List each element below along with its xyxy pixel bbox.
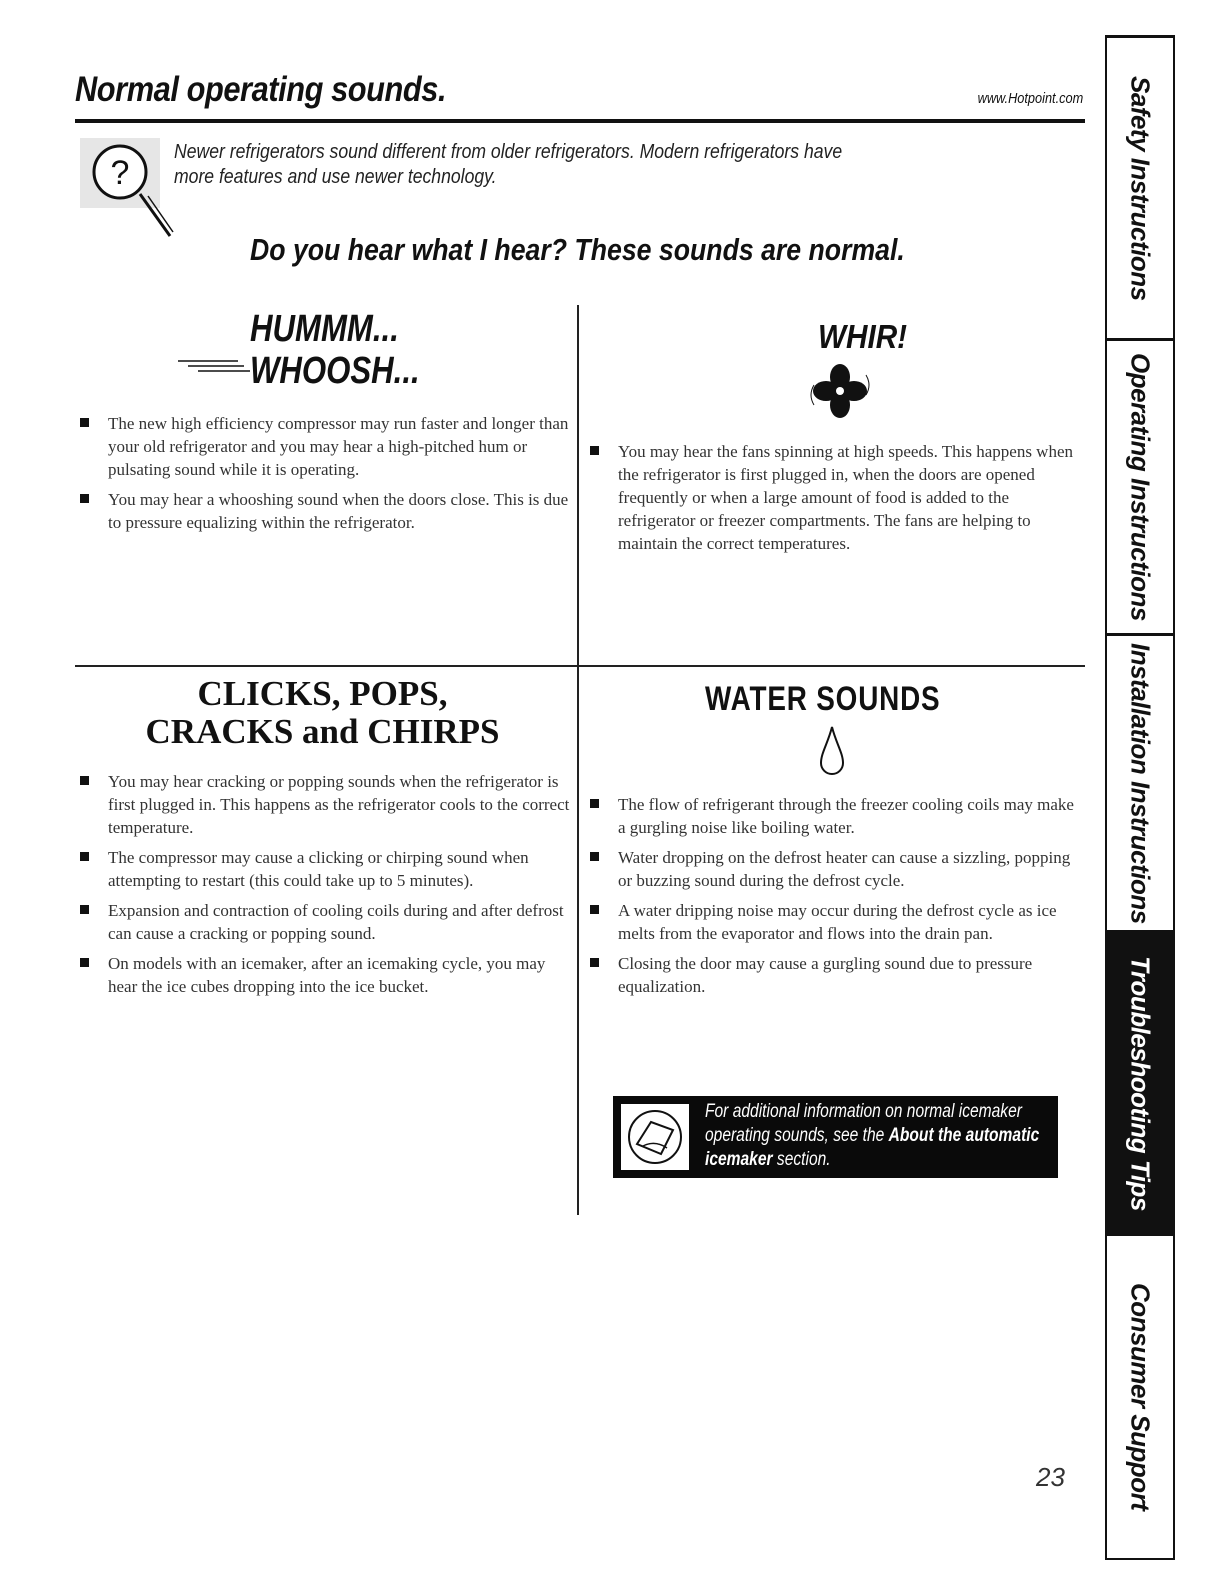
hummm-list [78,412,573,541]
page-title: Normal operating sounds. [75,70,447,109]
side-tab-bar [1105,35,1175,1560]
fan-icon [800,355,880,425]
water-list [588,793,1083,1005]
list-item: On models with an icemaker, after an icemaking cycle, you may hear the ice cubes dropping into the ice bucket. [78,952,573,998]
intro-text: Newer refrigerators sound different from older refrigerators. Modern refrigerators have more features and use newer technology. [174,141,843,188]
clicks-title [80,675,565,751]
site-url[interactable]: www.Hotpoint.com [977,90,1083,107]
column-divider [577,305,579,1215]
hummm-title-line2: WHOOSH... [250,350,420,392]
tab-label: Troubleshooting Tips [1125,955,1156,1211]
svg-text:?: ? [110,154,130,192]
title-rule [75,119,1085,123]
tab-label: Consumer Support [1125,1283,1156,1511]
motion-lines-icon [178,358,250,372]
list-item: Expansion and contraction of cooling coils during and after defrost can cause a cracking or popping sound. [78,899,573,945]
list-item: You may hear cracking or popping sounds when the refrigerator is first plugged in. This happens as the refrigerator cools to the correct temperature. [78,770,573,839]
list-item: You may hear a whooshing sound when the doors close. This is due to pressure equalizing within the refrigerator. [78,488,573,534]
list-item: The flow of refrigerant through the freezer cooling coils may make a gurgling noise like boiling water. [588,793,1083,839]
tab-installation-instructions[interactable] [1107,633,1173,930]
list-item: The new high efficiency compressor may run faster and longer than your old refrigerator and you may hear a high-pitched hum or pulsating sound while it is operating. [78,412,573,481]
row-divider [75,665,1085,667]
question-icon [78,136,178,246]
whir-title: WHIR! [818,318,908,355]
list-item: The compressor may cause a clicking or chirping sound when attempting to restart (this could take up to 5 minutes). [78,846,573,892]
hummm-title-line1: HUMMM... [250,308,399,350]
subheading: Do you hear what I hear? These sounds are normal. [250,232,905,267]
clicks-title-line2: CRACKS and CHIRPS [145,712,500,751]
list-item: A water dripping noise may occur during the defrost cycle as ice melts from the evaporator and flows into the drain pan. [588,899,1083,945]
clicks-list [78,770,573,1005]
info-text-part1: For additional information on normal icemaker operating sounds, see the [705,1101,1022,1146]
water-title: WATER SOUNDS [705,680,941,718]
tab-consumer-support[interactable] [1107,1233,1173,1560]
tab-operating-instructions[interactable] [1107,338,1173,633]
info-box [613,1096,1058,1178]
list-item: You may hear the fans spinning at high speeds. This happens when the refrigerator is first plugged in, when the doors are opened frequently or when a large amount of food is added to the refrigerator or freezer compartments. The fans are helping to maintain the correct temperatures. [588,440,1083,555]
icemaker-icon [621,1104,689,1170]
icemaker-section-link[interactable]: About the automatic icemaker [705,1125,1040,1170]
tab-label: Safety Instructions [1125,75,1156,301]
hummm-title [250,308,420,392]
clicks-title-line1: CLICKS, POPS, [197,674,448,713]
whir-list [588,440,1083,562]
list-item: Closing the door may cause a gurgling sound due to pressure equalization. [588,952,1083,998]
tab-label: Installation Instructions [1125,642,1156,924]
tab-troubleshooting-tips[interactable] [1107,930,1173,1233]
water-drop-icon [818,725,846,777]
info-text [705,1100,1058,1172]
list-item: Water dropping on the defrost heater can cause a sizzling, popping or buzzing sound during the defrost cycle. [588,846,1083,892]
tab-safety-instructions[interactable] [1107,35,1173,338]
info-text-part2: section. [776,1149,831,1170]
tab-label: Operating Instructions [1125,353,1156,621]
page-number: 23 [1036,1462,1065,1492]
